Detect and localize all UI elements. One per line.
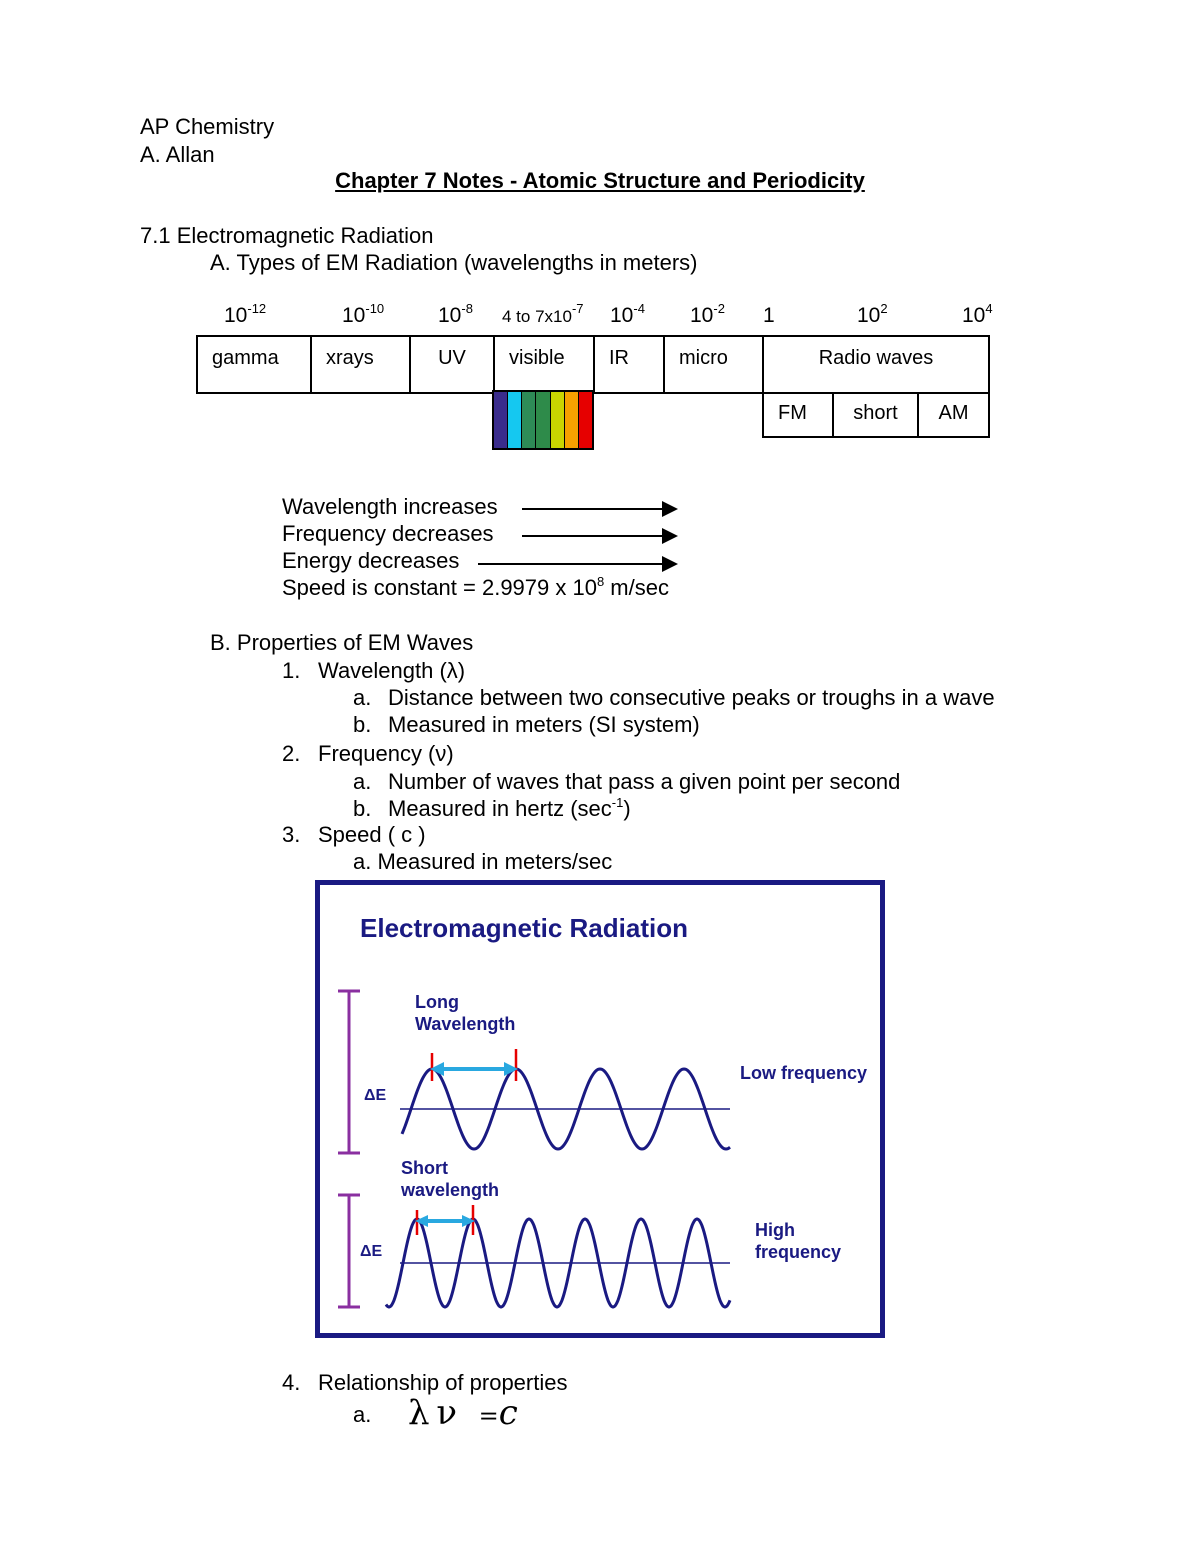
scale-tick: 1: [763, 304, 775, 327]
short-wavelength-label: Short wavelength: [401, 1158, 500, 1200]
spectrum-color-band: [565, 392, 579, 448]
arrow-head-icon: [662, 528, 678, 544]
list-number: 2.: [282, 741, 301, 766]
spectrum-color-band: [494, 392, 508, 448]
radio-band-short: short: [832, 392, 919, 438]
spectrum-cell-ir: IR: [593, 335, 665, 394]
trend-speed: Speed is constant = 2.9979 x $10^8$ m/sec: [282, 574, 669, 600]
em-radiation-diagram: [315, 880, 885, 1338]
list-letter: a.: [353, 769, 372, 794]
delta-e-label: ΔE: [360, 1243, 383, 1260]
property-speed: Speed ( c ): [318, 822, 426, 847]
trend-wavelength: Wavelength increases: [282, 494, 498, 519]
spectrum-color-band: [508, 392, 522, 448]
list-item: Distance between two consecutive peaks or troughs in a wave: [388, 685, 995, 710]
low-frequency-label: Low frequency: [740, 1063, 868, 1083]
list-item: a. Measured in meters/sec: [353, 849, 613, 874]
section-heading: 7.1 Electromagnetic Radiation: [140, 223, 434, 248]
spectrum-color-band: [551, 392, 565, 448]
visible-spectrum-strip: [492, 390, 594, 450]
list-letter: b.: [353, 712, 372, 737]
delta-e-label: ΔE: [364, 1087, 387, 1104]
property-frequency: Frequency (ν): [318, 741, 454, 766]
list-item: Measured in meters (SI system): [388, 712, 700, 737]
arrow-right-icon: [478, 563, 664, 565]
wave-equation: λ ν =c: [408, 1393, 518, 1433]
scale-tick: $10^4$: [962, 301, 993, 327]
arrow-right-icon: [522, 508, 664, 510]
list-letter: a.: [353, 1402, 372, 1427]
wave-graphic: [320, 885, 880, 1333]
delta-e-bracket-bottom: [338, 1195, 360, 1307]
spectrum-color-band: [536, 392, 550, 448]
arrow-head-icon: [662, 501, 678, 517]
property-wavelength: Wavelength (λ): [318, 658, 466, 683]
spectrum-cell-xrays: xrays: [310, 335, 411, 394]
scale-tick: $10^{-2}$: [690, 301, 725, 327]
list-item: Number of waves that pass a given point per second: [388, 769, 901, 794]
high-frequency-label: High frequency: [755, 1220, 842, 1262]
list-number: 1.: [282, 658, 301, 683]
trend-energy: Energy decreases: [282, 548, 460, 573]
spectrum-cell-visible: visible: [493, 335, 595, 394]
scale-tick: $10^2$: [857, 301, 888, 327]
diagram-title: Electromagnetic Radiation: [360, 913, 688, 943]
list-letter: a.: [353, 685, 372, 710]
scale-tick: 4 to $7x10^{-7}$: [502, 301, 584, 326]
long-wavelength-label: Long Wavelength: [415, 992, 516, 1034]
spectrum-cell-radio: Radio waves: [762, 335, 990, 394]
teacher-name: A. Allan: [140, 142, 215, 167]
scale-tick: $10^{-10}$: [342, 301, 385, 327]
list-letter: b.: [353, 796, 372, 821]
list-item: Measured in hertz $(\sec^{-1})$: [388, 795, 631, 821]
delta-e-bracket-top: [338, 991, 360, 1153]
part-b-heading: B. Properties of EM Waves: [210, 630, 474, 655]
spectrum-cell-uv: UV: [409, 335, 495, 394]
spectrum-cell-micro: micro: [663, 335, 764, 394]
radio-band-am: AM: [917, 392, 990, 438]
arrow-right-icon: [522, 535, 664, 537]
list-number: 3.: [282, 822, 301, 847]
list-number: 4.: [282, 1370, 301, 1395]
spectrum-color-band: [522, 392, 536, 448]
radio-band-fm: FM: [762, 392, 834, 438]
scale-tick: $10^{-4}$: [610, 301, 645, 327]
scale-tick: $10^{-8}$: [438, 301, 473, 327]
spectrum-color-band: [579, 392, 592, 448]
spectrum-cell-gamma: gamma: [196, 335, 312, 394]
course-name: AP Chemistry: [140, 114, 275, 139]
arrow-head-icon: [662, 556, 678, 572]
trend-frequency: Frequency decreases: [282, 521, 494, 546]
page-title: Chapter 7 Notes - Atomic Structure and Periodicity: [335, 168, 865, 193]
property-relationship: Relationship of properties: [318, 1370, 568, 1395]
part-a-heading: A. Types of EM Radiation (wavelengths in meters): [210, 250, 698, 275]
scale-tick: $10^{-12}$: [224, 301, 267, 327]
